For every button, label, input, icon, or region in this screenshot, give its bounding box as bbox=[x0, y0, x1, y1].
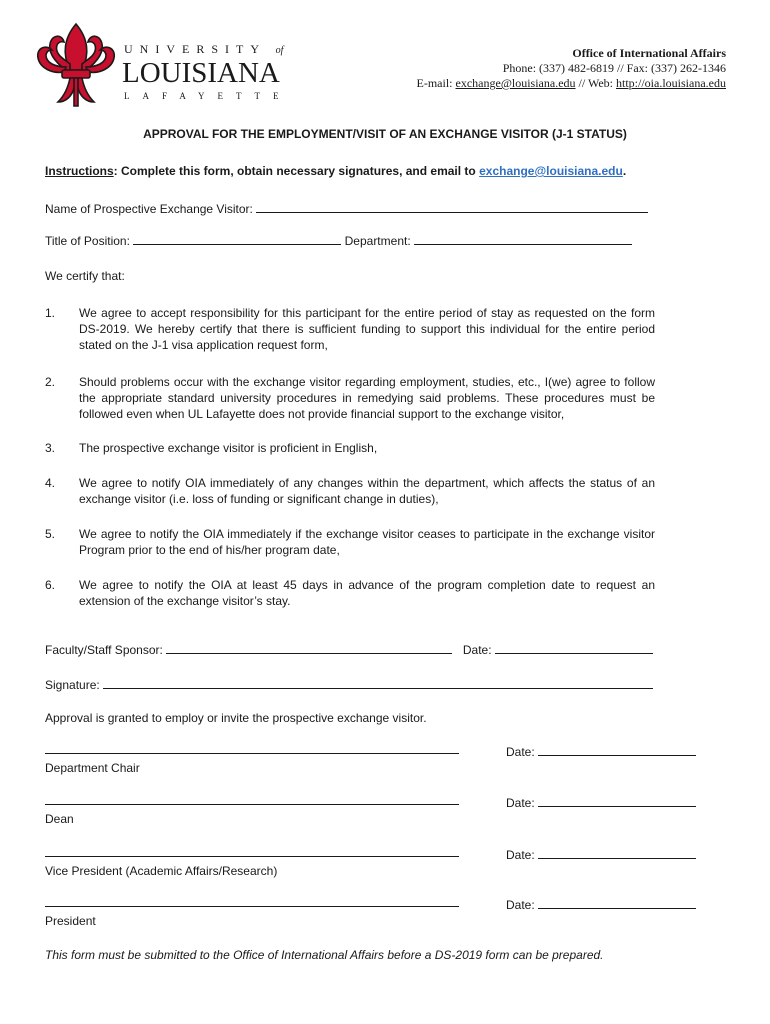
logo-university-text: UNIVERSITY bbox=[124, 42, 266, 56]
approval-text: Approval is granted to employ or invite the prospective exchange visitor. bbox=[45, 711, 427, 725]
logo-lafayette-text: LAFAYETTE bbox=[124, 91, 292, 101]
instructions: Instructions: Complete this form, obtain necessary signatures, and email to exchange@louisiana.edu. bbox=[45, 164, 627, 178]
dean-signature-field[interactable] bbox=[45, 793, 459, 805]
certify-text: We certify that: bbox=[45, 269, 125, 283]
signer-title: President bbox=[45, 914, 96, 928]
office-name: Office of International Affairs bbox=[572, 46, 726, 60]
signer-row bbox=[45, 845, 459, 860]
signer-title: Dean bbox=[45, 812, 74, 826]
form-page: UNIVERSITY of LOUISIANA LAFAYETTE Office of International Affairs Phone: (337) 482-6819 // Fax: (337) 262-1346 E-mail: exchange@louisiana.edu // Web: http://oia.louisiana.edu APPROVAL FOR THE EMPLOYMENT/VISIT OF AN EXCHANGE VISITOR (J-1 STATUS) Instructions: Complete this form, obtain necessary signatures, and email to exchange@louisiana.edu. Name of Prospective Exchange Visitor: Title of Position: Department: We certify that: 1. We agree to accept responsibility for this participant for the entire period of stay as requested on the form DS-2019. We hereby certify that there is sufficient funding to support this individual for the entire period stated on the J-1 visa application request form, 2. Should problems occur with the exchange visitor regarding employment, studies, etc., I(we) agree to follow the appropriate standard university procedures in remedying said problems. These procedures must be followed even when UL Lafayette does not provide financial support to the exchange visitor, 3. The prospective exchange visitor is proficient in English, 4. We agree to notify OIA immediately of any changes within the department, which affects the status of an exchange visitor (i.e. loss of funding or significant change in duties), 5. We agree to notify the OIA immediately if the exchange visitor ceases to participate in the exchange visitor Program prior to the end of his/her program date, 6. We agree to notify the OIA at least 45 days in advance of the program completion date to request an extension of the exchange visitor’s stay. Faculty/Staff Sponsor: Date: Signature: Approval is granted to employ or invite the prospective exchange visitor. Date: Department Chair Date: Dean Date: Vice President (Academic Affairs/Research) Date: President This form must be submitted to the Office of International Affairs before a DS-2019 form can be prepared. bbox=[0, 0, 770, 1024]
office-email-link[interactable]: exchange@louisiana.edu bbox=[455, 76, 576, 90]
department-chair-signature-field[interactable] bbox=[45, 742, 459, 754]
signer-row bbox=[45, 742, 459, 757]
title-position-field[interactable] bbox=[133, 233, 341, 245]
sponsor-date-field[interactable] bbox=[495, 642, 653, 654]
footer-note: This form must be submitted to the Office of International Affairs before a DS-2019 form can be prepared. bbox=[45, 948, 604, 962]
form-title: APPROVAL FOR THE EMPLOYMENT/VISIT OF AN EXCHANGE VISITOR (J-1 STATUS) bbox=[143, 127, 627, 141]
title-position-label: Title of Position: bbox=[45, 234, 130, 248]
fleur-de-lis-icon bbox=[34, 20, 118, 110]
sponsor-row bbox=[45, 642, 653, 657]
signer-date: Date: bbox=[506, 795, 696, 810]
visitor-name-field[interactable] bbox=[256, 201, 648, 213]
university-logo bbox=[34, 20, 294, 110]
signature-row bbox=[45, 677, 653, 692]
office-web-link[interactable]: http://oia.louisiana.edu bbox=[616, 76, 726, 90]
president-signature-field[interactable] bbox=[45, 895, 459, 907]
president-date-field[interactable] bbox=[538, 897, 696, 909]
logo-louisiana-text: LOUISIANA bbox=[122, 57, 280, 89]
office-phone: Phone: (337) 482-6819 // Fax: (337) 262-1346 bbox=[502, 61, 726, 75]
instructions-email-link[interactable]: exchange@louisiana.edu bbox=[479, 164, 623, 178]
department-chair-date-field[interactable] bbox=[538, 744, 696, 756]
dean-date-field[interactable] bbox=[538, 795, 696, 807]
department-label: Department: bbox=[344, 234, 411, 248]
signature-label: Signature: bbox=[45, 678, 100, 692]
sponsor-date-label: Date: bbox=[462, 643, 492, 657]
office-email-web: E-mail: exchange@louisiana.edu // Web: http://oia.louisiana.edu bbox=[416, 76, 726, 90]
signer-date: Date: bbox=[506, 847, 696, 862]
signer-row bbox=[45, 895, 459, 910]
signature-field[interactable] bbox=[103, 677, 653, 689]
instructions-label: Instructions bbox=[45, 164, 114, 178]
office-contact bbox=[417, 46, 726, 91]
vice-president-signature-field[interactable] bbox=[45, 845, 459, 857]
signer-date: Date: bbox=[506, 897, 696, 912]
signer-date: Date: bbox=[506, 744, 696, 759]
signer-title: Department Chair bbox=[45, 761, 140, 775]
sponsor-field[interactable] bbox=[166, 642, 452, 654]
position-row bbox=[45, 233, 632, 248]
signer-title: Vice President (Academic Affairs/Research) bbox=[45, 864, 278, 878]
visitor-name-label: Name of Prospective Exchange Visitor: bbox=[45, 202, 253, 216]
logo-of-text: of bbox=[275, 45, 284, 56]
vice-president-date-field[interactable] bbox=[538, 847, 696, 859]
department-field[interactable] bbox=[414, 233, 632, 245]
signer-row bbox=[45, 793, 459, 808]
visitor-name-row bbox=[45, 201, 648, 216]
sponsor-label: Faculty/Staff Sponsor: bbox=[45, 643, 163, 657]
